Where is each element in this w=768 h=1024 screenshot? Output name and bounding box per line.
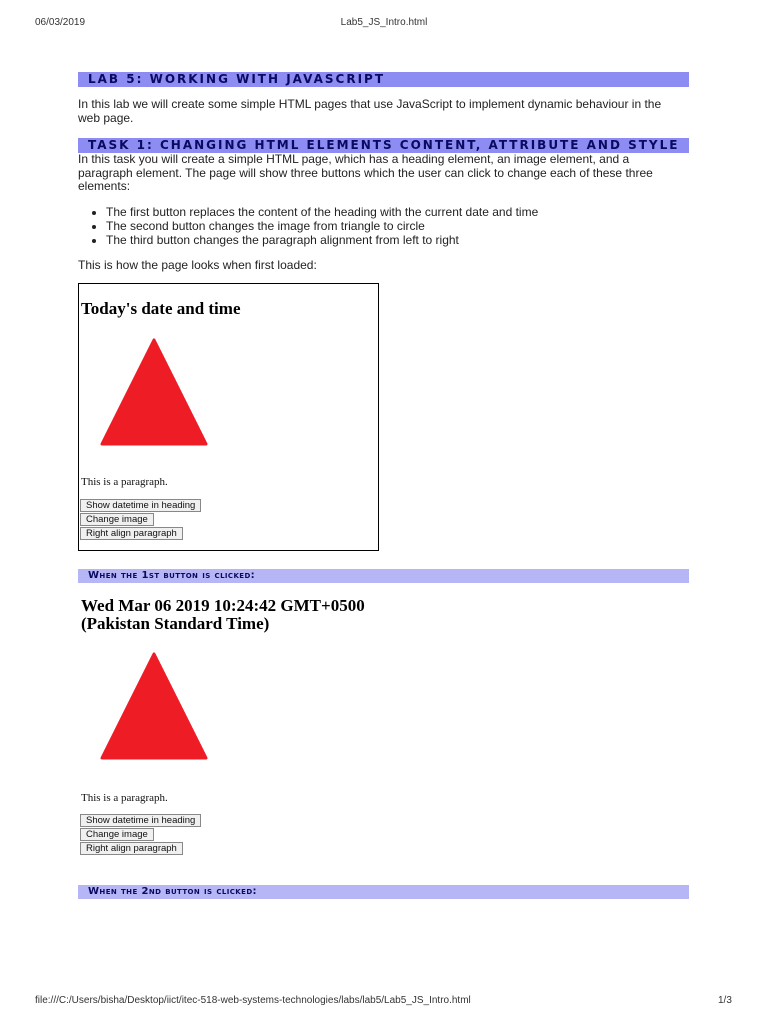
change-image-button[interactable]: Change image: [80, 513, 154, 526]
section-label-pre: When the: [88, 886, 142, 897]
print-file-path: file:///C:/Users/bisha/Desktop/iict/itec-518-web-systems-technologies/labs/lab5/Lab5_JS_Intro.html: [35, 995, 471, 1006]
demo2-heading-line2: (Pakistan Standard Time): [81, 614, 270, 633]
triangle-image: [100, 652, 208, 760]
print-title: Lab5_JS_Intro.html: [340, 17, 428, 28]
right-align-button[interactable]: Right align paragraph: [80, 527, 183, 540]
print-date: 06/03/2019: [35, 17, 86, 28]
intro-text: In this lab we will create some simple HTML pages that use JavaScript to implement dynamic behaviour in the web page.: [78, 97, 662, 125]
task1-bullet-list: [78, 205, 538, 247]
bullet-item: • The second button changes the image from triangle to circle: [106, 219, 538, 233]
section-first-button: [78, 569, 689, 583]
lab-heading: LAB 5: WORKING WITH JAVASCRIPT: [78, 72, 689, 87]
demo1-heading: Today's date and time: [81, 299, 241, 318]
demo1-paragraph: This is a paragraph.: [81, 476, 168, 488]
section-label-num: 1st: [141, 570, 160, 581]
bullet-item: • The third button changes the paragraph alignment from left to right: [106, 233, 538, 247]
task1-description: In this task you will create a simple HTML page, which has a heading element, an image element, and a paragraph element. The page will show three buttons which the user can click to change each of these three elements:: [78, 152, 653, 193]
loaded-caption: This is how the page looks when first loaded:: [78, 258, 317, 272]
show-datetime-button[interactable]: Show datetime in heading: [80, 499, 201, 512]
section-label-post: button is clicked:: [159, 570, 256, 581]
section-label-post: button is clicked:: [161, 886, 257, 897]
show-datetime-button[interactable]: Show datetime in heading: [80, 814, 201, 827]
section-second-button: [78, 885, 689, 899]
task1-heading: TASK 1: CHANGING HTML ELEMENTS CONTENT, ATTRIBUTE AND STYLE: [78, 138, 689, 153]
demo2-paragraph: This is a paragraph.: [81, 792, 168, 804]
bullet-item: • The first button replaces the content of the heading with the current date and time: [106, 205, 538, 219]
change-image-button[interactable]: Change image: [80, 828, 154, 841]
right-align-button[interactable]: Right align paragraph: [80, 842, 183, 855]
section-label-num: 2nd: [141, 886, 162, 897]
triangle-image: [100, 338, 208, 446]
demo2-heading-line1: Wed Mar 06 2019 10:24:42 GMT+0500: [81, 596, 365, 615]
section-label-pre: When the: [88, 570, 142, 581]
print-page-number: 1/3: [718, 995, 732, 1006]
